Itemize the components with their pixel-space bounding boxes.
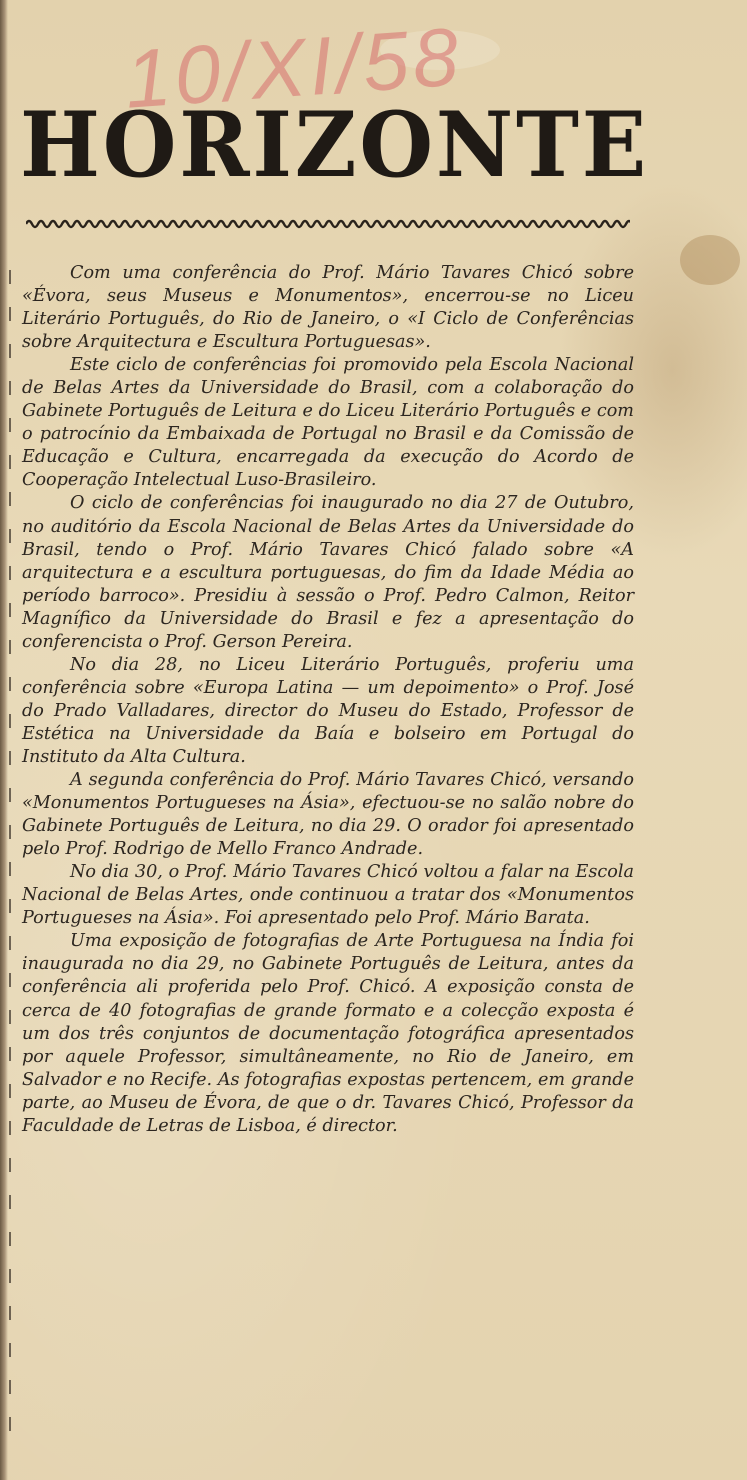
article-paragraph: Uma exposição de fotografias de Arte Portuguesa na Índia foi inaugurada no dia 29, no Gabinete Português de Leitura, antes da conferência ali proferida pelo Prof. Chicó. A exposição consta de cerca de 40 fotografias de grande formato e a colecção exposta é um dos três conjuntos de documentação fotográfica apresentados por aquele Professor, simultâneamente, no Rio de Janeiro, em Salvador e no Recife. As fotografias expostas pertencem, em grande parte, ao Museu de Évora, de que o dr. Tavares Chicó, Professor da Faculdade de Letras de Lisboa, é director.	[22, 931, 634, 1136]
handwritten-date-stamp: 10/XI/58	[122, 11, 466, 126]
article-paragraph: No dia 28, no Liceu Literário Português, proferiu uma conferência sobre «Europa Latina — um depoimento» o Prof. José do Prado Valladares, director do Museu do Estado, Professor de Estética na Universidade da Baía e bolseiro em Portugal do Instituto da Alta Cultura.	[22, 654, 634, 767]
article-paragraph: O ciclo de conferências foi inaugurado no dia 27 de Outubro, no auditório da Escola Nacional de Belas Artes da Universidade do Brasil, tendo o Prof. Mário Tavares Chicó falado sobre «A arquitectura e a escultura portuguesas, do fim da Idade Média ao período barroco». Presidiu à sessão o Prof. Pedro Calmon, Reitor Magnífico da Universidade do Brasil e fez a apresentação do conferencista o Prof. Gerson Pereira.	[22, 493, 634, 652]
margin-marks	[6, 260, 16, 1460]
paper-stain	[680, 235, 740, 285]
article-paragraph: A segunda conferência do Prof. Mário Tavares Chicó, versando «Monumentos Portugueses na Ásia», efectuou-se no salão nobre do Gabinete Português de Leitura, no dia 29. O orador foi apresentado pelo Prof. Rodrigo de Mello Franco Andrade.	[22, 770, 634, 860]
article-paragraph: No dia 30, o Prof. Mário Tavares Chicó voltou a falar na Escola Nacional de Belas Artes, onde continuou a tratar dos «Monumentos Portugueses na Ásia». Foi apresentado pelo Prof. Mário Barata.	[22, 862, 634, 929]
article-paragraph: Este ciclo de conferências foi promovido pela Escola Nacional de Belas Artes da Universidade do Brasil, com a colaboração do Gabinete Português de Leitura e do Liceu Literário Português e com o patrocínio da Embaixada de Portugal no Brasil e da Comissão de Educação e Cultura, encarregada da execução do Acordo de Cooperação Intelectual Luso-Brasileiro.	[22, 355, 634, 491]
article-body	[22, 262, 634, 1138]
article-headline: HORIZONTE	[20, 92, 650, 198]
decorative-wavy-rule	[26, 218, 630, 230]
article-paragraph: Com uma conferência do Prof. Mário Tavares Chicó sobre «Évora, seus Museus e Monumentos», encerrou-se no Liceu Literário Português, do Rio de Janeiro, o «I Ciclo de Conferências sobre Arquitectura e Escultura Portuguesas».	[22, 263, 634, 353]
